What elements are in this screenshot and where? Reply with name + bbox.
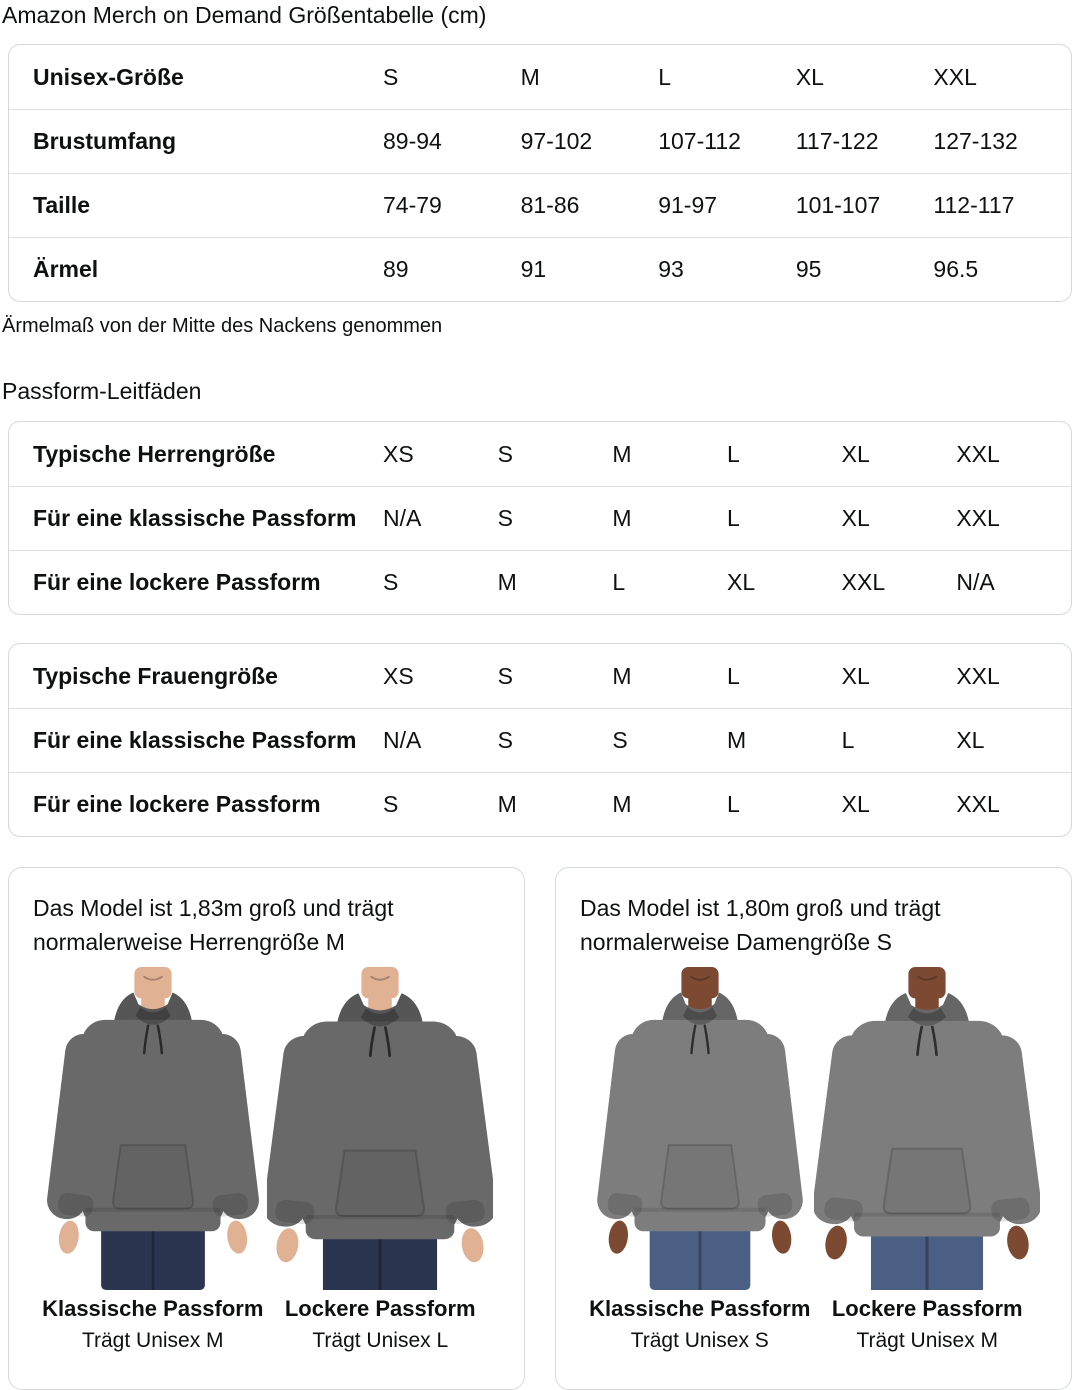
row-label: Für eine lockere Passform [33,569,321,595]
cell-value: XXL [956,791,1000,817]
garment [814,993,1040,1290]
cell-value: 127-132 [933,128,1018,154]
cell-value: 95 [795,256,822,282]
table-row [9,772,1071,836]
row-label: Für eine klassische Passform [33,505,357,531]
row-label: Ärmel [33,256,99,282]
table-row [9,708,1071,772]
cell-value: XL [727,569,756,595]
table-row [9,422,1071,486]
cell-value: M [727,727,747,753]
cell-value: S [497,727,513,753]
cell-value: XS [382,662,414,689]
cell-value: XL [841,505,870,531]
male-model-loose-fit-photo [267,967,493,1290]
table-row [9,486,1071,550]
fit-type-label: Klassische Passform [589,1296,811,1321]
cell-value: 101-107 [795,192,881,218]
male-model-classic-fit-photo [40,967,266,1290]
row-label: Typische Herrengröße [33,440,276,467]
garment [595,992,805,1290]
cell-value: 89 [382,256,409,282]
cell-value: XXL [956,440,1000,467]
cell-value: S [382,791,399,817]
column-header: L [658,63,671,90]
row-label: Unisex-Größe [33,63,184,90]
cell-value: S [382,569,399,595]
cell-value: XXL [956,662,1000,689]
row-label: Für eine klassische Passform [33,727,357,753]
model-figures [33,967,500,1353]
fit-size-label: Trägt Unisex L [312,1329,449,1352]
cell-value: M [612,440,632,467]
cell-value: 89-94 [382,128,442,154]
cell-value: XL [841,440,870,467]
unisex-size-table [8,44,1072,302]
womens-fit-table [8,643,1072,837]
cell-value: 107-112 [658,128,741,154]
cell-value: M [612,662,632,689]
cell-value: N/A [956,569,995,595]
column-header: M [520,63,540,90]
fit-size-label: Trägt Unisex M [81,1329,224,1352]
cell-value: M [612,791,632,817]
table-header-row [9,45,1071,109]
classic-fit-figure [586,967,814,1353]
cell-value: L [727,791,740,817]
cell-value: M [497,569,517,595]
cell-value: XS [382,440,414,467]
cell-value: L [727,440,740,467]
model-description: Das Model ist 1,83m groß und trägt normalerweise Herrengröße M [33,895,394,955]
cell-value: 112-117 [933,192,1015,218]
garment [267,993,493,1290]
sleeve-measurement-note: Ärmelmaß von der Mitte des Nackens genommen [2,315,443,337]
cell-value: 97-102 [520,128,593,154]
cell-value: 93 [658,256,684,282]
cell-value: M [497,791,517,817]
cell-value: 91-97 [658,192,718,218]
female-model-classic-fit-photo [587,967,813,1290]
cell-value: S [497,505,513,531]
row-label: Taille [33,192,91,218]
column-header: XXL [933,63,977,90]
model-figures [580,967,1047,1353]
cell-value: XXL [841,569,886,595]
garment [45,992,261,1290]
cell-value: XL [841,791,870,817]
model-cards [8,867,1072,1390]
cell-value: L [727,662,740,689]
cell-value: L [727,505,740,531]
mens-fit-table [8,421,1072,615]
cell-value: XL [956,727,985,753]
womens-model-card [555,867,1072,1390]
mens-model-card [8,867,525,1390]
fit-size-label: Trägt Unisex S [630,1329,769,1352]
table-row [9,644,1071,708]
cell-value: 96.5 [933,256,979,282]
fit-type-label: Lockere Passform [831,1296,1023,1321]
row-label: Brustumfang [33,128,177,154]
fit-type-label: Klassische Passform [42,1296,264,1321]
cell-value: N/A [382,505,422,531]
cell-value: S [497,662,513,689]
loose-fit-figure [814,967,1042,1353]
table-row [9,109,1071,173]
cell-value: L [841,727,855,753]
column-header: S [382,63,399,90]
cell-value: S [612,727,628,753]
table-row [9,173,1071,237]
cell-value: 91 [520,256,547,282]
cell-value: M [612,505,632,531]
cell-value: 81-86 [520,192,580,218]
row-label: Typische Frauengröße [33,662,278,689]
page-title: Amazon Merch on Demand Größentabelle (cm) [2,2,487,28]
cell-value: L [612,569,626,595]
classic-fit-figure [39,967,267,1353]
female-model-loose-fit-photo [814,967,1040,1290]
cell-value: 117-122 [795,128,879,154]
cell-value: XXL [956,505,1000,531]
table-row [9,550,1071,614]
cell-value: XL [841,662,870,689]
fit-guides-heading: Passform-Leitfäden [2,378,202,404]
column-header: XL [795,63,824,90]
cell-value: 74-79 [382,192,442,218]
cell-value: S [497,440,513,467]
row-label: Für eine lockere Passform [33,791,321,817]
fit-size-label: Trägt Unisex M [856,1329,999,1352]
model-description: Das Model ist 1,80m groß und trägt normalerweise Damengröße S [580,895,941,955]
table-row [9,237,1071,301]
fit-type-label: Lockere Passform [284,1296,476,1321]
loose-fit-figure [267,967,495,1353]
cell-value: N/A [382,727,422,753]
